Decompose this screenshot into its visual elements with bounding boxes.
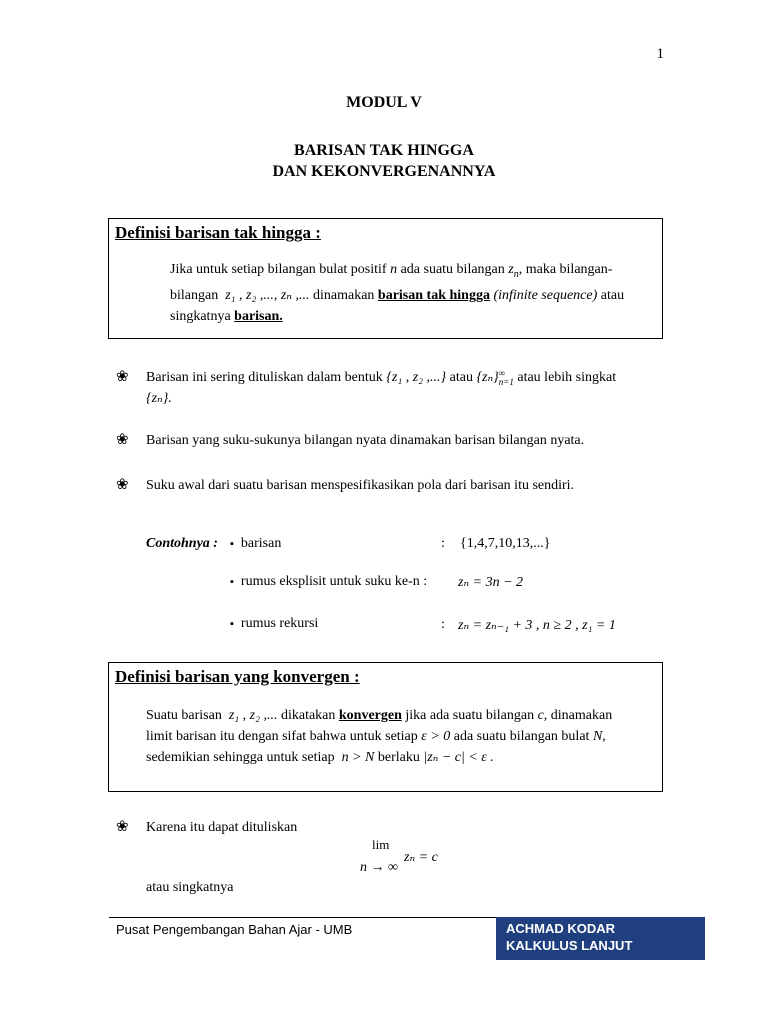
example-explicit-formula: zₙ = 3n − 2	[458, 575, 524, 590]
flower-bullet-icon: ❀	[116, 369, 129, 385]
term-english: (infinite sequence)	[493, 287, 598, 303]
example-sep: :	[441, 617, 445, 632]
math-c: c	[537, 708, 544, 723]
text-fragment: singkatnya	[170, 308, 231, 324]
math-set-notation: {z₁ , z₂ ,...}	[386, 370, 447, 385]
note-text: Suku awal dari suatu barisan menspesifikasikan pola dari barisan itu sendiri.	[146, 478, 575, 493]
definition-box-convergent	[108, 662, 663, 792]
definition-line-3	[146, 747, 660, 768]
definition-line-3	[170, 306, 660, 327]
text-fragment: dinamakan	[312, 287, 375, 303]
term-barisan-tak-hingga: barisan tak hingga	[377, 287, 490, 303]
example-label: Contohnya :	[146, 536, 218, 551]
text-fragment: Barisan ini sering dituliskan dalam bentuk	[146, 370, 383, 385]
note-notation	[116, 367, 666, 409]
module-title: MODUL V	[346, 94, 422, 111]
text-fragment: , dinamakan	[543, 708, 613, 723]
note-real-sequence	[116, 430, 666, 451]
example-sequence-value: {1,4,7,10,13,...}	[460, 536, 551, 551]
math-set-short: {zₙ}.	[146, 391, 172, 406]
term-barisan: barisan.	[234, 308, 283, 324]
definition-title: Definisi barisan yang konvergen :	[115, 667, 360, 686]
example-item-label: barisan	[240, 536, 282, 551]
text-fragment: atau	[600, 287, 625, 303]
flower-bullet-icon: ❀	[116, 477, 129, 493]
flower-bullet-icon: ❀	[116, 819, 129, 835]
example-item-label: rumus eksplisit untuk suku ke-n :	[240, 574, 428, 589]
math-sequence: z₁ , z₂ ,...	[228, 708, 278, 723]
example-item-label: rumus rekursi	[240, 616, 319, 631]
footer-course: KALKULUS LANJUT	[506, 938, 633, 953]
footer-author: ACHMAD KODAR	[506, 921, 616, 936]
example-item-explicit	[230, 571, 427, 593]
square-bullet-icon: ▪	[230, 576, 234, 588]
limit-subscript: n → ∞	[360, 860, 398, 875]
chapter-title-line2: DAN KEKONVERGENANNYA	[272, 163, 496, 180]
math-zn: $z_n$	[508, 262, 519, 280]
definition-text	[170, 259, 660, 327]
definition-text	[146, 705, 660, 768]
definition-title: Definisi barisan tak hingga :	[115, 223, 321, 242]
limit-word: lim	[372, 837, 390, 852]
text-fragment: Jika untuk setiap bilangan bulat positif	[170, 262, 387, 277]
example-item-recursive	[230, 613, 318, 635]
footer-author-box	[496, 917, 705, 960]
note-short: atau singkatnya	[146, 880, 234, 895]
math-epsilon: ε > 0	[421, 729, 451, 744]
note-text: Barisan yang suku-sukunya bilangan nyata dinamakan barisan bilangan nyata.	[146, 433, 585, 448]
text-fragment: Suatu barisan	[146, 708, 222, 723]
math-N: N	[592, 729, 603, 744]
text-fragment: atau	[449, 370, 473, 385]
text-fragment: dikatakan	[280, 708, 336, 723]
definition-line-2	[146, 726, 660, 747]
text-fragment: ,	[602, 729, 606, 744]
chapter-title-line1: BARISAN TAK HINGGA	[294, 142, 474, 159]
math-n-greater-N: n > N	[341, 750, 375, 765]
square-bullet-icon: ▪	[230, 618, 234, 630]
note-text: Karena itu dapat dituliskan	[146, 820, 298, 835]
example-sep: :	[441, 536, 445, 551]
text-fragment: limit barisan itu dengan sifat bahwa untuk setiap	[146, 729, 418, 744]
limit-expression: zₙ = c	[404, 850, 438, 865]
text-fragment: atau lebih singkat	[517, 370, 617, 385]
text-fragment: bilangan	[170, 287, 219, 303]
math-set-infinite: {zₙ} ∞ n=1	[476, 367, 514, 387]
page-number: 1	[656, 46, 664, 62]
text-fragment: sedemikian sehingga untuk setiap	[146, 750, 335, 765]
definition-line-1	[146, 705, 660, 726]
flower-bullet-icon: ❀	[116, 432, 129, 448]
definition-line-1	[170, 259, 660, 285]
text-fragment: ada suatu bilangan bulat	[453, 729, 590, 744]
math-sequence: z₁ , z₂ ,..., zₙ ,...	[225, 287, 310, 303]
note-limit	[116, 817, 666, 838]
text-fragment: jika ada suatu bilangan	[405, 708, 535, 723]
text-fragment: berlaku	[377, 750, 420, 765]
definition-line-2	[170, 285, 660, 306]
note-initial-terms	[116, 475, 666, 496]
math-abs-inequality: |zₙ − c| < ε .	[423, 750, 494, 765]
definition-box-infinite-sequence	[108, 218, 663, 339]
text-fragment: ada suatu bilangan	[400, 262, 505, 277]
example-item-sequence	[230, 533, 281, 555]
text-fragment: , maka bilangan-	[518, 262, 613, 277]
math-n: n	[390, 262, 398, 277]
footer-institution: Pusat Pengembangan Bahan Ajar - UMB	[116, 922, 353, 937]
term-konvergen: konvergen	[338, 708, 402, 723]
example-recursive-formula: zₙ = zₙ₋₁ + 3 , n ≥ 2 , z₁ = 1	[458, 618, 616, 633]
square-bullet-icon: ▪	[230, 538, 234, 550]
